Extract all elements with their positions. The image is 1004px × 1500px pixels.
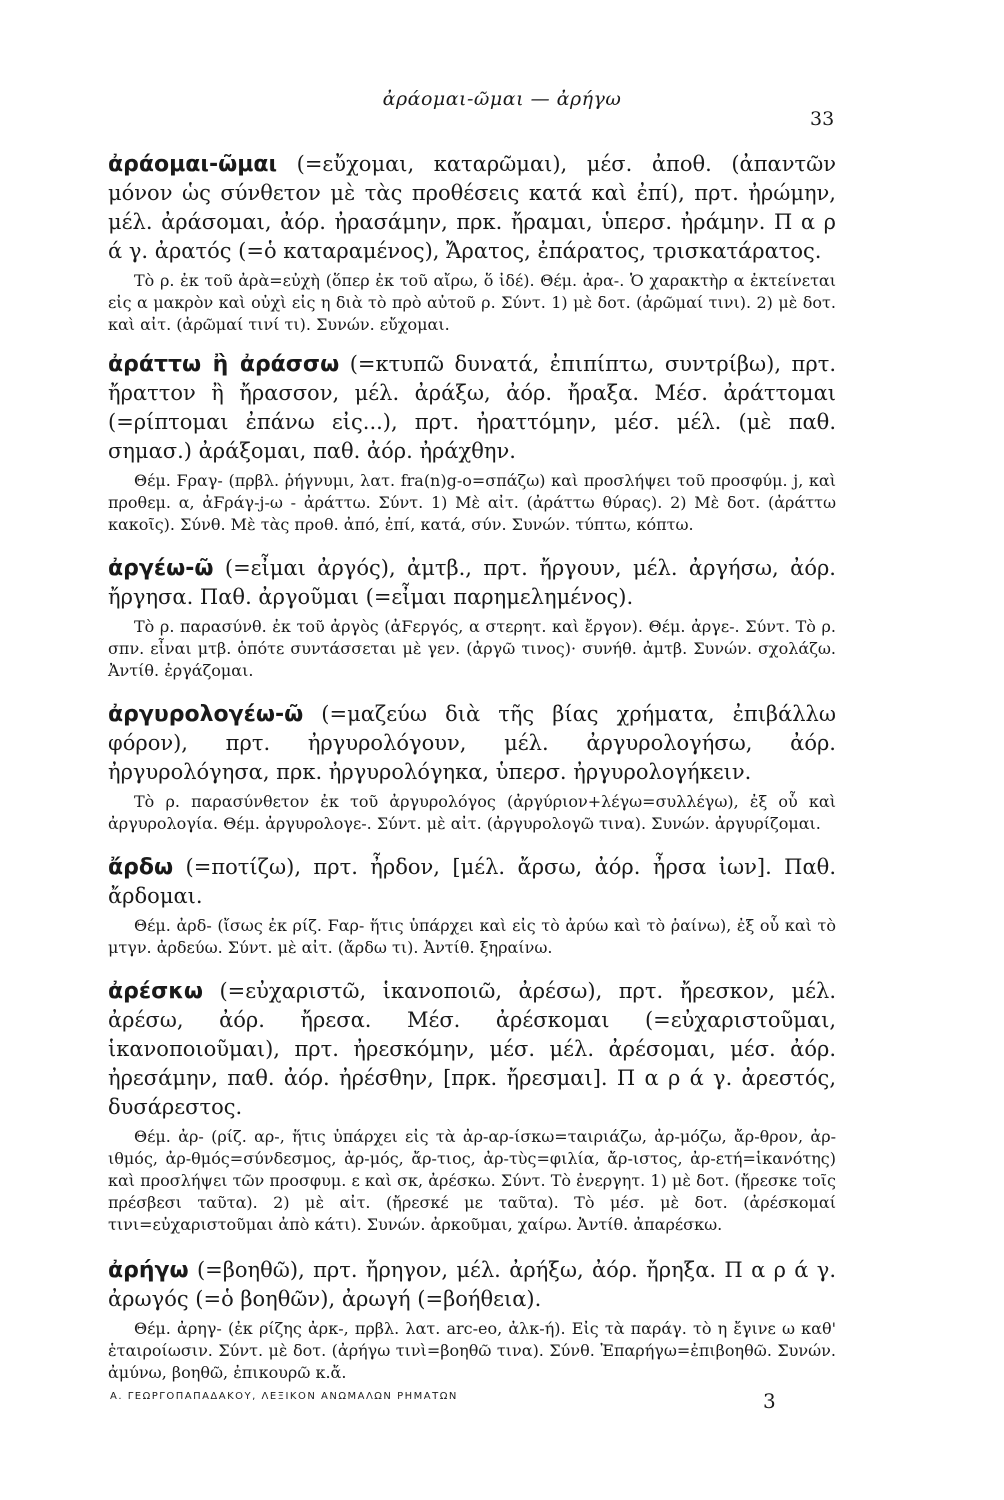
entry-etymology: Τὸ ρ. ἐκ τοῦ ἀρὰ=εὐχὴ (ὅπερ ἐκ τοῦ αἴρω, ὅ ἰδέ). Θέμ. ἀρα-. Ὁ χαρακτὴρ α ἐκτείνεται εἰς α μακρὸν καὶ οὐχὶ εἰς η διὰ τὸ πρὸ αὐτοῦ ρ. Σύντ. 1) μὲ δοτ. (ἀρῶμαί τινι). 2) μὲ δοτ. καὶ αἰτ. (ἀρῶμαί τινί τι). Συνών. εὔχομαι. — [108, 271, 836, 334]
entry-main — [108, 853, 836, 911]
entry-etymology: Θέμ. ἀρ- (ρίζ. αρ-, ἥτις ὑπάρχει εἰς τὰ ἀρ-αρ-ίσκω=ταιριάζω, ἀρ-μόζω, ἄρ-θρον, ἀρ-ιθμός, ἀρ-θμός=σύνδεσμος, ἀρ-μός, ἄρ-τιος, ἀρ-τὺς=φιλία, ἄρ-ιστος, ἀρ-ετή=ἱκανότης) καὶ προσλήψει τῶν προσφυμ. ε καὶ σκ, ἀρέσκω. Σύντ. Τὸ ἐνεργητ. 1) μὲ δοτ. (ἤρεσκε τοῖς πρέσβεσι ταῦτα). 2) μὲ αἰτ. (ἤρεσκέ με ταῦτα). Τὸ μέσ. μὲ δοτ. (ἀρέσκομαί τινι=εὐχαριστοῦμαι ἀπὸ κάτι). Συνών. ἀρκοῦμαι, χαίρω. Ἀντίθ. ἀπαρέσκω. — [108, 1127, 836, 1234]
entry — [108, 977, 836, 1236]
entry-main — [108, 1256, 836, 1314]
entry — [108, 1256, 836, 1384]
entry-lemma: ἀργυρολογέω-ῶ — [108, 702, 304, 727]
entry — [108, 150, 836, 336]
entry-main — [108, 977, 836, 1122]
entry-definition: (=εὐχαριστῶ, ἱκανοποιῶ, ἀρέσω), πρτ. ἤρεσκον, μέλ. ἀρέσω, ἀόρ. ἤρεσα. Μέσ. ἀρέσκομαι (=εὐχαριστοῦμαι, ἱκανοποιοῦμαι), πρτ. ἠρεσκόμην, μέσ. μέλ. ἀρέσομαι, μέσ. ἀόρ. ἠρεσάμην, παθ. ἀόρ. ἠρέσθην, [πρκ. ἤρεσμαι]. Π α ρ ά γ. ἀρεστός, δυσάρεστος. — [108, 979, 836, 1119]
footer-imprint: Α. ΓΕΩΡΓΟΠΑΠΑΔΑΚΟΥ, ΛΕΞΙΚΟΝ ΑΝΩΜΑΛΩΝ ΡΗΜΑΤΩΝ — [110, 1391, 458, 1402]
entry-definition: (=εἶμαι ἀργός), ἀμτβ., πρτ. ἤργουν, μέλ. ἀργήσω, ἀόρ. ἤργησα. Παθ. ἀργοῦμαι (=εἶμαι παρημελημένος). — [108, 556, 836, 609]
entry-etymology: Θέμ. Ϝραγ- (πρβλ. ῥήγνυμι, λατ. fra(n)g-o=σπάζω) καὶ προσλήψει τοῦ προσφύμ. j, καὶ προθεμ. α, ἀϜράγ-j-ω - ἀράττω. Σύντ. 1) Μὲ αἰτ. (ἀράττω θύρας). 2) Μὲ δοτ. (ἀράττω κακοῖς). Σύνθ. Μὲ τὰς προθ. ἀπό, ἐπί, κατά, σύν. Συνών. τύπτω, κόπτω. — [108, 471, 836, 534]
entry-definition: (=βοηθῶ), πρτ. ἤρηγον, μέλ. ἀρήξω, ἀόρ. ἤρηξα. Π α ρ ά γ. ἀρωγός (=ὁ βοηθῶν), ἀρωγή (=βοήθεια). — [108, 1258, 837, 1311]
entry — [108, 350, 836, 536]
entry-lemma: ἀράομαι-ῶμαι — [108, 152, 278, 177]
entry-etymology: Θέμ. ἀρηγ- (ἐκ ρίζης ἀρκ-, πρβλ. λατ. arc-eo, ἀλκ-ή). Εἰς τὰ παράγ. τὸ η ἔγινε ω καθ' ἑταιροίωσιν. Σύντ. μὲ δοτ. (ἀρήγω τινὶ=βοηθῶ τινα). Σύνθ. Ἐπαρήγω=ἐπιβοηθῶ. Συνών. ἀμύνω, βοηθῶ, ἐπικουρῶ κ.ἄ. — [108, 1319, 836, 1382]
entry-main — [108, 350, 836, 466]
entry-main — [108, 554, 836, 612]
entry-definition: (=ποτίζω), πρτ. ἦρδον, [μέλ. ἄρσω, ἀόρ. ἦρσα ἰων]. Παθ. ἄρδομαι. — [108, 855, 836, 908]
entry-lemma: ἄρδω — [108, 855, 174, 880]
entry-lemma: ἀρέσκω — [108, 979, 203, 1004]
entry-lemma: ἀρήγω — [108, 1258, 189, 1283]
entry — [108, 853, 836, 959]
signature-mark: 3 — [763, 1389, 776, 1413]
entry-etymology: Θέμ. ἀρδ- (ἴσως ἐκ ρίζ. Ϝαρ- ἥτις ὑπάρχει καὶ εἰς τὸ ἀρύω καὶ τὸ ῥαίνω), ἐξ οὗ καὶ τὸ μτγν. ἀρδεύω. Σύντ. μὲ αἰτ. (ἄρδω τι). Ἀντίθ. ξηραίνω. — [108, 916, 836, 957]
entry-list — [108, 150, 836, 1384]
entry-lemma: ἀράττω ἢ ἀράσσω — [108, 352, 340, 377]
entry — [108, 700, 836, 835]
entry-etymology: Τὸ ρ. παρασύνθετον ἐκ τοῦ ἀργυρολόγος (ἀργύριον+λέγω=συλλέγω), ἐξ οὗ καὶ ἀργυρολογία. Θέμ. ἀργυρολογε-. Σύντ. μὲ αἰτ. (ἀργυρολογῶ τινα). Συνών. ἀργυρίζομαι. — [108, 792, 836, 833]
entry — [108, 554, 836, 682]
entry-definition: (=κτυπῶ δυνατά, ἐπιπίπτω, συντρίβω), πρτ. ἤραττον ἢ ἤρασσον, μέλ. ἀράξω, ἀόρ. ἤραξα. Μέσ. ἀράττομαι (=ρίπτομαι ἐπάνω εἰς...), πρτ. ἠραττόμην, μέσ. μέλ. (μὲ παθ. σημασ.) ἀράξομαι, παθ. ἀόρ. ἠράχθην. — [108, 352, 837, 463]
entry-definition: (=μαζεύω διὰ τῆς βίας χρήματα, ἐπιβάλλω φόρον), πρτ. ἠργυρολόγουν, μέλ. ἀργυρολογήσω, ἀόρ. ἠργυρολόγησα, πρκ. ἠργυρολόγηκα, ὑπερσ. ἠργυρολογήκειν. — [108, 702, 836, 784]
entry-lemma: ἀργέω-ῶ — [108, 556, 214, 581]
page-number: 33 — [810, 108, 835, 130]
entry-etymology: Τὸ ρ. παρασύνθ. ἐκ τοῦ ἀργὸς (ἀϜεργός, α στερητ. καὶ ἔργον). Θέμ. ἀργε-. Σύντ. Τὸ ρ. σπν. εἶναι μτβ. ὁπότε συντάσσεται μὲ γεν. (ἀργῶ τινος)· συνήθ. ἀμτβ. Συνών. σχολάζω. Ἀντίθ. ἐργάζομαι. — [108, 617, 836, 680]
entry-definition: (=εὔχομαι, καταρῶμαι), μέσ. ἀποθ. (ἀπαντῶν μόνον ὡς σύνθετον μὲ τὰς προθέσεις κατά καὶ ἐπί), πρτ. ἠρώμην, μέλ. ἀράσομαι, ἀόρ. ἠρασάμην, πρκ. ἤραμαι, ὑπερσ. ἠράμην. Π α ρ ά γ. ἀρατός (=ὁ καταραμένος), Ἄρατος, ἐπάρατος, τρισκατάρατος. — [108, 152, 836, 263]
entry-main — [108, 700, 836, 787]
running-head: ἀράομαι-ῶμαι — ἀρήγω — [382, 88, 622, 110]
entry-main — [108, 150, 836, 266]
